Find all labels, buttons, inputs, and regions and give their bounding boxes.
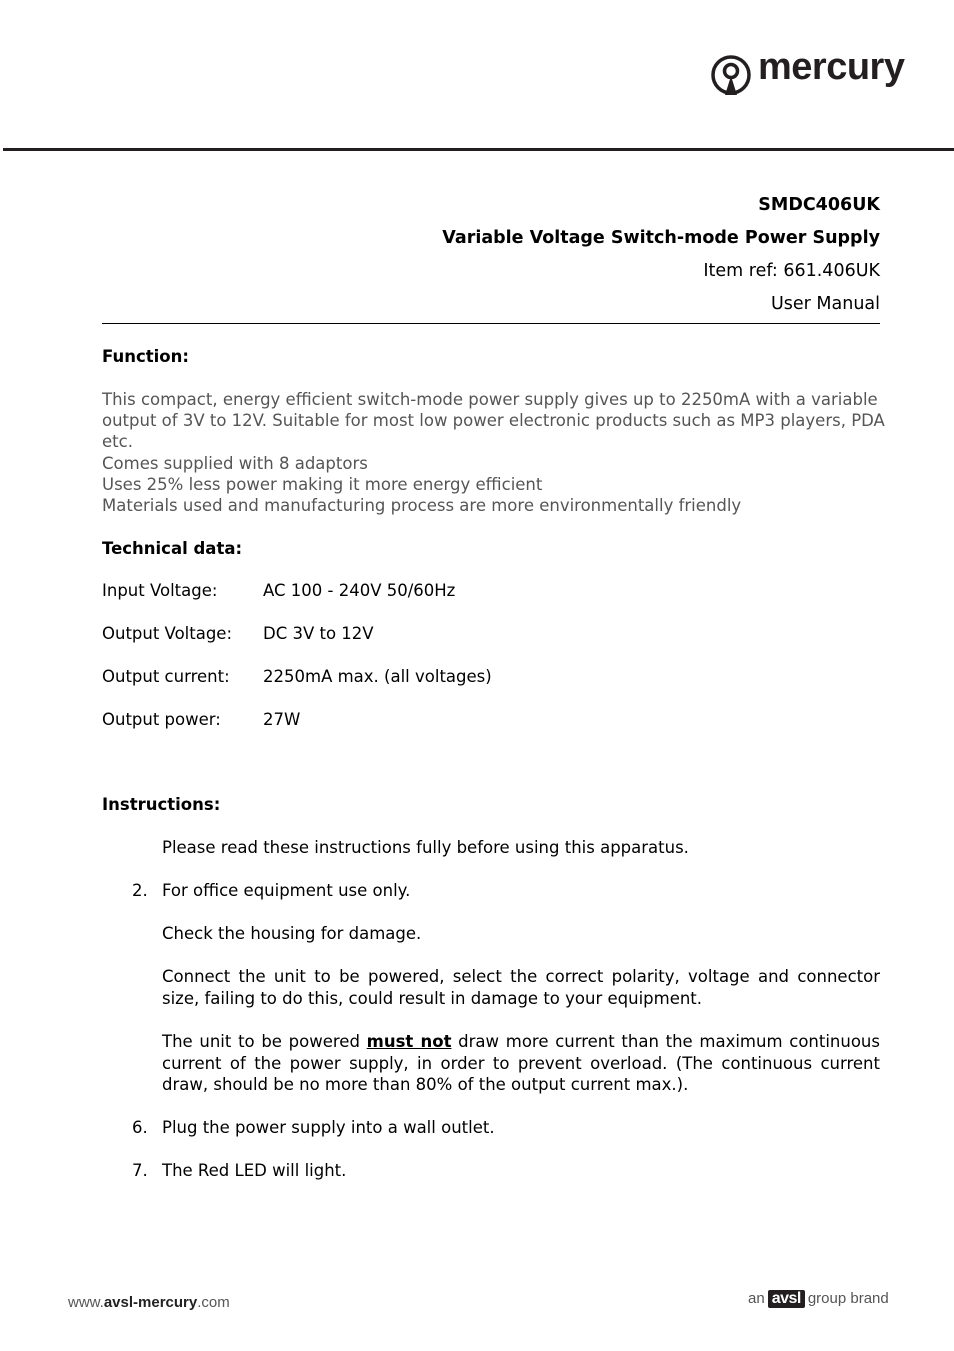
avsl-logo: avsl xyxy=(768,1290,805,1308)
footer-brand xyxy=(748,1290,889,1308)
spec-value: 27W xyxy=(263,710,301,729)
spec-value: DC 3V to 12V xyxy=(263,624,374,643)
instructions-heading: Instructions: xyxy=(102,795,221,814)
feature-item: Uses 25% less power making it more energy efficient xyxy=(102,475,543,494)
website-prefix: www. xyxy=(68,1294,104,1311)
title-rule xyxy=(102,323,880,324)
product-name: Variable Voltage Switch-mode Power Supply xyxy=(442,228,880,248)
website-suffix: .com xyxy=(197,1294,230,1311)
feature-item: Comes supplied with 8 adaptors xyxy=(102,454,368,473)
instruction-item: The Red LED will light. xyxy=(162,1161,347,1180)
document-type: User Manual xyxy=(770,294,880,314)
header-rule xyxy=(3,148,954,151)
instruction-number: 2. xyxy=(132,881,148,900)
spec-label: Output Voltage: xyxy=(102,624,233,643)
instruction-item: Check the housing for damage. xyxy=(162,924,422,943)
instruction-number: 6. xyxy=(132,1118,148,1137)
technical-heading: Technical data: xyxy=(102,539,243,558)
spec-label: Output current: xyxy=(102,667,230,686)
brand-prefix: an xyxy=(748,1290,765,1307)
spec-label: Output power: xyxy=(102,710,221,729)
item-ref: Item ref: 661.406UK xyxy=(703,261,880,281)
logo-text: mercury xyxy=(758,46,905,88)
function-description-line1: This compact, energy efficient switch-mode power supply gives up to 2250mA with a variable xyxy=(102,390,878,409)
function-heading: Function: xyxy=(102,347,189,366)
instruction-item: For office equipment use only. xyxy=(162,881,411,900)
must-not-emphasis: must not xyxy=(366,1032,452,1051)
instruction-item: Connect the unit to be powered, select the correct polarity, voltage and connector size, failing to do this, could result in damage to your equipment. xyxy=(162,967,880,1008)
website-brand: avsl-mercury xyxy=(103,1294,198,1311)
model-number: SMDC406UK xyxy=(758,195,880,215)
footer-website[interactable] xyxy=(68,1294,230,1311)
instruction-text: draw more current than the maximum continuous current of the power supply, in order to prevent overload. (The continuous current draw, should be no more than 80% of the output current max.). xyxy=(162,1032,880,1094)
feature-item: Materials used and manufacturing process are more environmentally friendly xyxy=(102,496,742,515)
instruction-number: 7. xyxy=(132,1161,148,1180)
spec-value: AC 100 - 240V 50/60Hz xyxy=(263,581,456,600)
instruction-item: Plug the power supply into a wall outlet. xyxy=(162,1118,495,1137)
brand-suffix: group brand xyxy=(807,1290,889,1307)
spec-value: 2250mA max. (all voltages) xyxy=(263,667,492,686)
instruction-item-warning xyxy=(162,1031,880,1096)
instruction-item: Please read these instructions fully before using this apparatus. xyxy=(162,838,689,857)
instruction-text: The unit to be powered xyxy=(162,1032,367,1051)
function-description-line2: output of 3V to 12V. Suitable for most low power electronic products such as MP3 players, PDA etc. xyxy=(102,411,885,451)
spec-label: Input Voltage: xyxy=(102,581,218,600)
mercury-logo-icon xyxy=(710,54,752,98)
mercury-logo xyxy=(710,46,926,100)
